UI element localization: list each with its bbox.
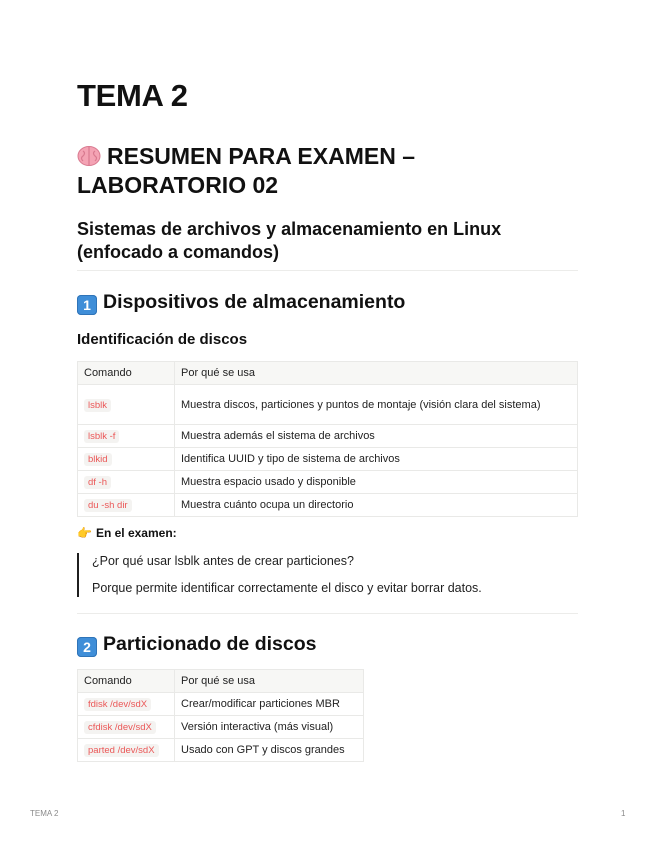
column-header: Por qué se usa [175,670,364,693]
section2-title: Particionado de discos [103,633,317,655]
column-header: Comando [78,362,175,385]
resumen-heading [77,142,537,200]
divider [77,613,578,614]
command-cell [78,716,175,739]
keycap-two-icon: 2 [77,637,97,657]
pointing-hand-icon: 👉 [77,526,92,540]
section1-subheading: Identificación de discos [77,331,248,348]
command-code: blkid [84,453,112,466]
table-row [78,716,364,739]
brain-icon [77,145,101,167]
command-cell [78,693,175,716]
page-number: 1 [621,809,626,818]
exam-note-label: En el examen: [95,526,177,540]
description-cell: Crear/modificar particiones MBR [175,693,364,716]
partition-table [77,669,364,762]
command-code: lsblk -f [84,430,119,443]
command-cell [78,494,175,517]
command-code: cfdisk /dev/sdX [84,721,156,734]
description-cell: Versión interactiva (más visual) [175,716,364,739]
resumen-title: RESUMEN PARA EXAMEN – LABORATORIO 02 [77,143,415,198]
command-code: du -sh dir [84,499,132,512]
page-title: TEMA 2 [77,78,188,113]
column-header: Por qué se usa [175,362,578,385]
table-header-row [78,362,578,385]
table-row [78,471,578,494]
command-cell [78,739,175,762]
description-cell: Identifica UUID y tipo de sistema de archivos [175,448,578,471]
command-code: lsblk [84,399,111,412]
command-cell [78,385,175,425]
description-cell: Usado con GPT y discos grandes [175,739,364,762]
command-code: parted /dev/sdX [84,744,159,757]
exam-note [77,526,177,540]
identification-table [77,361,578,517]
section1-title: Dispositivos de almacenamiento [103,291,406,313]
subtitle: Sistemas de archivos y almacenamiento en Linux (enfocado a comandos) [77,219,502,262]
quote-question: ¿Por qué usar lsblk antes de crear particiones? [92,554,354,568]
table-row [78,448,578,471]
section2-heading [77,633,316,657]
table-row [78,693,364,716]
command-cell [78,448,175,471]
table-row [78,739,364,762]
command-code: fdisk /dev/sdX [84,698,151,711]
column-header: Comando [78,670,175,693]
description-cell: Muestra además el sistema de archivos [175,425,578,448]
quote-block [77,553,572,597]
table-row [78,385,578,425]
table-row [78,425,578,448]
table-row [78,494,578,517]
quote-answer: Porque permite identificar correctamente el disco y evitar borrar datos. [92,581,482,595]
footer-title: TEMA 2 [30,809,59,818]
command-cell [78,425,175,448]
description-cell: Muestra espacio usado y disponible [175,471,578,494]
command-cell [78,471,175,494]
table-header-row [78,670,364,693]
description-cell: Muestra cuánto ocupa un directorio [175,494,578,517]
divider [77,270,578,271]
description-cell: Muestra discos, particiones y puntos de montaje (visión clara del sistema) [175,385,578,425]
section1-heading [77,291,405,315]
command-code: df -h [84,476,111,489]
keycap-one-icon: 1 [77,295,97,315]
